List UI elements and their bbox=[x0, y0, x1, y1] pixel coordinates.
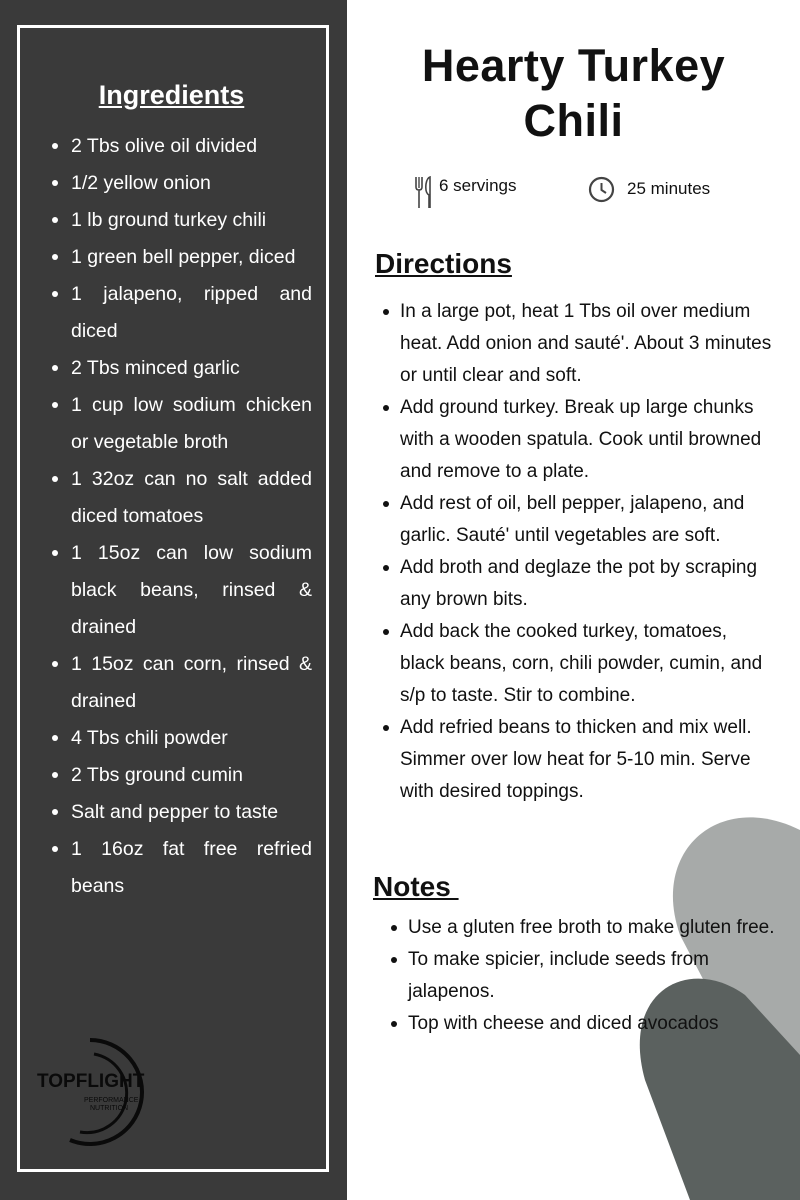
direction-step: In a large pot, heat 1 Tbs oil over medium heat. Add onion and sauté'. About 3 minutes or until clear and soft. bbox=[400, 296, 775, 392]
ingredient-item: 1/2 yellow onion bbox=[71, 165, 312, 202]
ingredient-item: Salt and pepper to taste bbox=[71, 794, 312, 831]
ingredient-item: 1 lb ground turkey chili bbox=[71, 202, 312, 239]
logo-brand: TOPFLIGHT bbox=[37, 1071, 145, 1092]
fork-knife-icon bbox=[413, 176, 433, 210]
direction-step: Add back the cooked turkey, tomatoes, black beans, corn, chili powder, cumin, and s/p to taste. Stir to combine. bbox=[400, 616, 775, 712]
recipe-title-line1: Hearty Turkey bbox=[421, 40, 726, 91]
ingredient-item: 2 Tbs ground cumin bbox=[71, 757, 312, 794]
ingredient-item: 2 Tbs minced garlic bbox=[71, 350, 312, 387]
servings-text: 6 servings bbox=[439, 176, 517, 195]
ingredient-item: 4 Tbs chili powder bbox=[71, 720, 312, 757]
time-text: 25 minutes bbox=[627, 179, 711, 198]
direction-step: Add ground turkey. Break up large chunks with a wooden spatula. Cook until browned and remove to a plate. bbox=[400, 392, 775, 488]
recipe-title bbox=[347, 38, 800, 148]
directions-list bbox=[400, 296, 775, 808]
recipe-title-line2: Chili bbox=[523, 95, 624, 146]
ingredient-item: 1 32oz can no salt added diced tomatoes bbox=[71, 461, 312, 535]
ingredient-item: 1 15oz can corn, rinsed & drained bbox=[71, 646, 312, 720]
ingredient-item: 2 Tbs olive oil divided bbox=[71, 128, 312, 165]
notes-title: Notes bbox=[373, 871, 459, 902]
note-item: To make spicier, include seeds from jalapenos. bbox=[408, 944, 778, 1008]
note-item: Top with cheese and diced avocados bbox=[408, 1008, 778, 1040]
directions-title: Directions bbox=[375, 248, 512, 279]
time-info bbox=[588, 176, 710, 210]
direction-step: Add refried beans to thicken and mix well. Simmer over low heat for 5-10 min. Serve with desired toppings. bbox=[400, 712, 775, 808]
direction-step: Add broth and deglaze the pot by scraping any brown bits. bbox=[400, 552, 775, 616]
note-item: Use a gluten free broth to make gluten free. bbox=[408, 912, 778, 944]
ingredient-item: 1 jalapeno, ripped and diced bbox=[71, 276, 312, 350]
logo-tagline-1: PERFORMANCE bbox=[84, 1097, 139, 1104]
ingredient-item: 1 cup low sodium chicken or vegetable broth bbox=[71, 387, 312, 461]
servings-info bbox=[413, 176, 516, 210]
ingredient-item: 1 green bell pepper, diced bbox=[71, 239, 312, 276]
notes-list bbox=[408, 912, 778, 1040]
direction-step: Add rest of oil, bell pepper, jalapeno, and garlic. Sauté' until vegetables are soft. bbox=[400, 488, 775, 552]
logo-tagline-2: NUTRITION bbox=[90, 1105, 129, 1112]
ingredients-title: Ingredients bbox=[98, 80, 245, 110]
clock-icon bbox=[588, 176, 615, 203]
ingredient-item: 1 16oz fat free refried beans bbox=[71, 831, 312, 905]
ingredient-item: 1 15oz can low sodium black beans, rinsed & drained bbox=[71, 535, 312, 646]
